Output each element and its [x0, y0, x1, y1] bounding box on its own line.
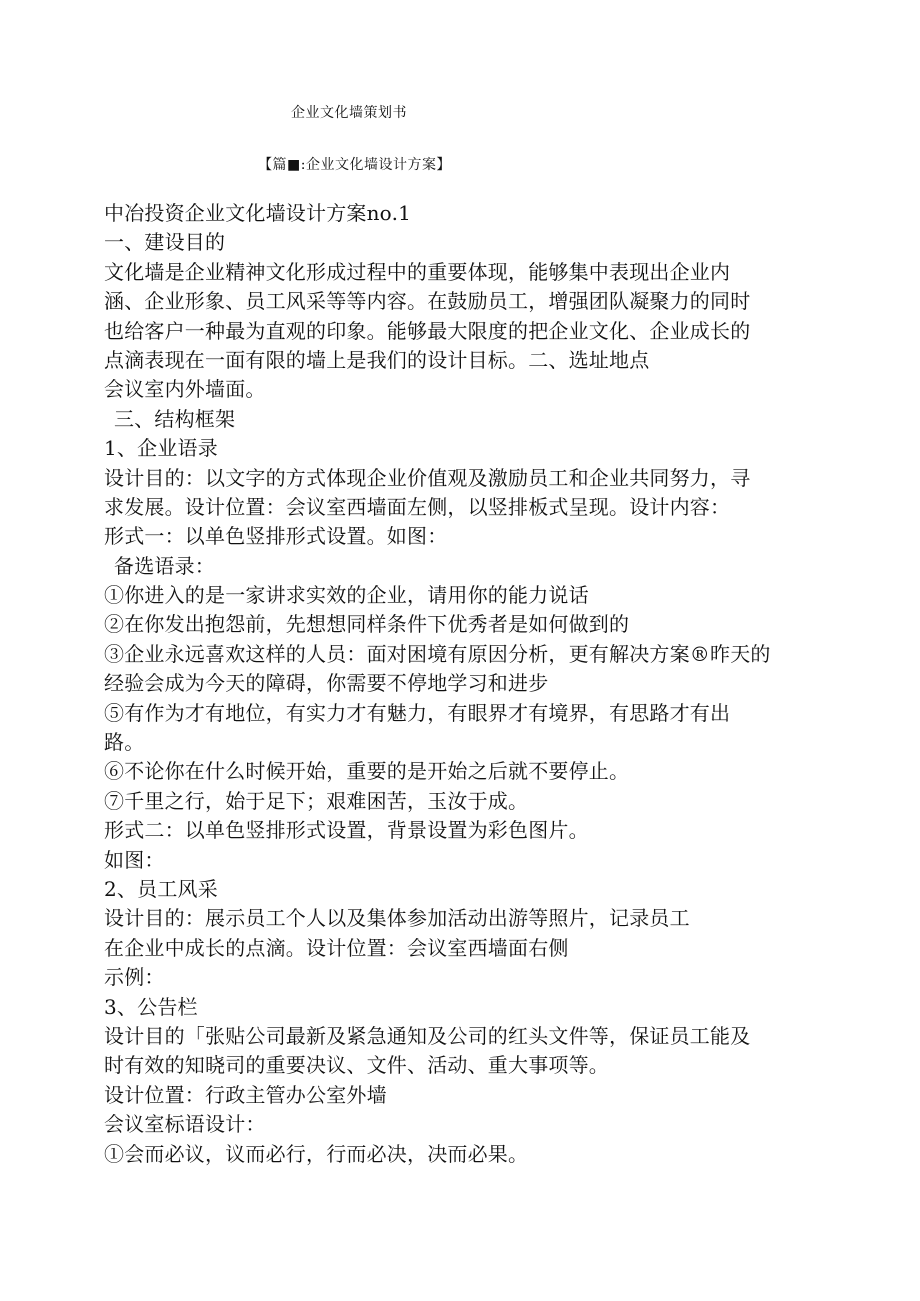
quote-item: 路。: [104, 730, 145, 755]
body-line: 设计目的：展示员工个人以及集体参加活动出游等照片，记录员工: [104, 906, 690, 931]
quote-item: ①你进入的是一家讲求实效的企业，请用你的能力说话: [104, 583, 589, 608]
body-line: 形式一：以单色竖排形式设置。如图：: [104, 524, 448, 549]
body-line: 涵、企业形象、员工风采等等内容。在鼓励员工，增强团队凝聚力的同时: [104, 289, 751, 314]
body-line: 形式二：以单色竖排形式设置，背景设置为彩色图片。: [104, 818, 589, 843]
body-line: 会议室标语设计：: [104, 1112, 266, 1137]
quote-item: ⑤有作为才有地位，有实力才有魅力，有眼界才有境界，有思路才有出: [104, 700, 731, 725]
quote-item: ⑦千里之行，始于足下；艰难困苦，玉汝于成。: [104, 788, 529, 813]
document-title: 企业文化墙策划书: [291, 105, 407, 121]
body-line: 会议室内外墙面。: [104, 377, 266, 402]
heading-purpose: 一、建设目的: [104, 230, 226, 255]
body-line: 点滴表现在一面有限的墙上是我们的设计目标。二、选址地点: [104, 347, 650, 372]
quote-item: 经验会成为今天的障碍，你需要不停地学习和进步: [104, 671, 549, 696]
heading-scheme: 中冶投资企业文化墙设计方案no.1: [104, 201, 412, 225]
quote-item: ⑥不论你在什么时候开始，重要的是开始之后就不要停止。: [104, 759, 630, 784]
body-line: 设计目的「张贴公司最新及紧急通知及公司的红头文件等，保证员工能及: [104, 1023, 751, 1048]
quote-item: ③企业永远喜欢这样的人员：面对困境有原因分析，更有解决方案®昨天的: [104, 641, 771, 666]
document-body: [104, 199, 824, 1169]
heading-quotes: 1、企业语录: [104, 436, 218, 461]
body-line: 也给客户一种最为直观的印象。能够最大限度的把企业文化、企业成长的: [104, 318, 751, 343]
body-line: 设计目的：以文字的方式体现企业价值观及激励员工和企业共同努力，寻: [104, 465, 751, 490]
body-line: 如图：: [104, 847, 165, 872]
heading-bulletin: 3、公告栏: [104, 994, 198, 1019]
quote-item: ②在你发出抱怨前，先想想同样条件下优秀者是如何做到的: [104, 612, 630, 637]
body-line: 时有效的知晓司的重要决议、文件、活动、重大事项等。: [104, 1053, 609, 1078]
body-line: 在企业中成长的点滴。设计位置：会议室西墙面右侧: [104, 935, 569, 960]
body-line: 设计位置：行政主管办公室外墙: [104, 1082, 387, 1107]
body-line: 文化墙是企业精神文化形成过程中的重要体现，能够集中表现出企业内: [104, 259, 731, 284]
body-line: 求发展。设计位置：会议室西墙面左侧，以竖排板式呈现。设计内容：: [104, 494, 731, 519]
body-line: 备选语录：: [114, 553, 215, 578]
heading-staff: 2、员工风采: [104, 876, 218, 901]
slogan-item: ①会而必议，议而必行，行而必决，决而必果。: [104, 1141, 529, 1166]
section-title: 【篇■:企业文化墙设计方案】: [258, 157, 451, 173]
body-line: 示例：: [104, 965, 165, 990]
heading-structure: 三、结构框架: [114, 406, 236, 431]
